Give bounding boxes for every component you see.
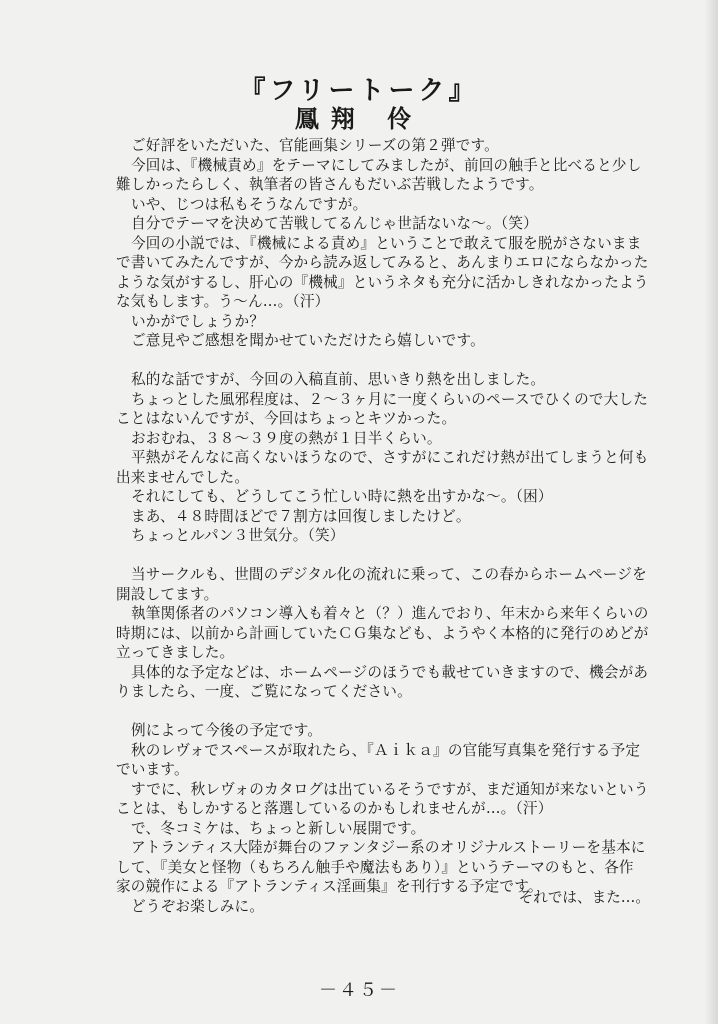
paragraph: [116, 195, 676, 215]
paragraph: [116, 487, 676, 507]
text-line: すでに、秋レヴォのカタログは出ているそうですが、まだ通知が来ないという: [131, 780, 649, 798]
text-line: で書いてみたんですが、今から読み返してみると、あんまりエロにならなかった: [116, 254, 649, 271]
text-line: ような気がするし、肝心の『機械』というネタも充分に活かしきれなかったよう: [116, 273, 649, 291]
text-line: 今回は、『機械責め』をテーマにしてみましたが、前回の触手と比べると少し: [131, 156, 642, 174]
text-line: おおむね、３８～３９度の熱が１日半くらい。: [131, 429, 442, 447]
author-name: 鳳翔 伶: [294, 104, 424, 133]
text-line: それにしても、どうしてこう忙しい時に熱を出すかな～。（困）: [131, 488, 553, 505]
paragraph-gap: [116, 351, 676, 371]
paragraph: [116, 331, 676, 351]
text-line: いかがでしょうか？: [131, 312, 265, 330]
text-line: でいます。: [116, 761, 189, 778]
paragraph: [116, 721, 676, 741]
text-line: いや、じつは私もそうなんですが。: [131, 195, 368, 213]
paragraph: [116, 370, 676, 390]
text-line: 今回の小説では、『機械による責め』ということで敢えて服を脱がさないまま: [131, 234, 642, 252]
paragraph: [116, 507, 676, 527]
paragraph: [116, 312, 676, 332]
text-line: 平熱がそんなに高くないほうなので、さすがにこれだけ熱が出てしまうと何も: [131, 449, 649, 466]
paragraph: [116, 214, 676, 234]
text-line: ちょっとした風邪程度は、２～３ヶ月に一度くらいのペースでひくので大した: [131, 390, 649, 408]
paragraph: [116, 136, 676, 156]
text-line: 難しかったらしく、執筆者の皆さんもだいぶ苦戦したようです。: [116, 176, 544, 193]
text-line: な気もします。う～ん…。（汗）: [116, 293, 330, 310]
text-line: ご好評をいただいた、官能画集シリーズの第２弾です。: [131, 137, 499, 154]
paragraph-gap: [116, 702, 676, 722]
paragraph: [116, 780, 676, 819]
text-line: ご意見やご感想を聞かせていただけたら嬉しいです。: [131, 332, 485, 349]
paragraph: [116, 565, 676, 604]
text-line: 私的な話ですが、今回の入稿直前、思いきり熱を出しました。: [131, 371, 546, 388]
page-title: 『フリートーク』: [239, 76, 479, 106]
paragraph: [116, 156, 676, 195]
text-line: まあ、４８時間ほどで７割方は回復しましたけど。: [131, 507, 471, 525]
text-line: 具体的な予定などは、ホームページのほうでも載せていきますので、機会があ: [131, 663, 649, 681]
text-line: 当サークルも、世間のデジタル化の流れに乗って、この春からホームページを: [131, 566, 647, 583]
paragraph: [116, 390, 676, 429]
paragraph: [116, 526, 676, 546]
paragraph: [116, 741, 676, 780]
body-text: [116, 136, 676, 916]
paragraph-gap: [116, 546, 676, 566]
text-line: 秋のレヴォでスペースが取れたら、『Ａｉｋａ』の官能写真集を発行する予定: [131, 741, 641, 759]
text-line: アトランティス大陸が舞台のファンタジー系のオリジナルストーリーを基本に: [131, 839, 646, 856]
text-line: で、冬コミケは、ちょっと新しい展開です。: [131, 819, 426, 837]
paragraph: [116, 819, 676, 839]
paragraph: [116, 429, 676, 449]
signoff-line: それでは、また…。: [518, 889, 650, 906]
text-line: 例によって今後の予定です。: [131, 722, 323, 739]
text-line: 開設してます。: [116, 585, 219, 603]
paragraph: [116, 604, 676, 663]
binding-shadow: [704, 0, 718, 1024]
page-number: －４５－: [319, 980, 399, 1001]
text-line: して、『美女と怪物（もちろん触手や魔法もあり）』というテーマのもと、各作: [116, 858, 634, 876]
text-line: 自分でテーマを決めて苦戦してるんじゃ世話ないな～。（笑）: [131, 215, 538, 232]
text-line: 立ってきました。: [116, 644, 235, 661]
paragraph: [116, 448, 676, 487]
text-line: ちょっとルパン３世気分。（笑）: [131, 527, 345, 544]
text-line: どうぞお楽しみに。: [131, 897, 265, 915]
paragraph: [116, 234, 676, 312]
text-line: ことはないんですが、今回はちょっとキツかった。: [116, 410, 457, 427]
text-line: 執筆関係者のパソコン導入も着々と（？）進んでおり、年末から来年くらいの: [131, 605, 649, 622]
text-line: 家の競作による『アトランティス淫画集』を刊行する予定です。: [116, 878, 543, 895]
text-line: 出来ませんでした。: [116, 468, 250, 486]
text-line: りましたら、一度、ご覧になってください。: [116, 683, 412, 700]
text-line: ことは、もしかすると落選しているのかもしれませんが…。（汗）: [116, 800, 553, 817]
text-line: 時期には、以前から計画していたＣＧ集なども、ようやく本格的に発行のめどが: [116, 624, 649, 642]
paragraph: [116, 663, 676, 702]
